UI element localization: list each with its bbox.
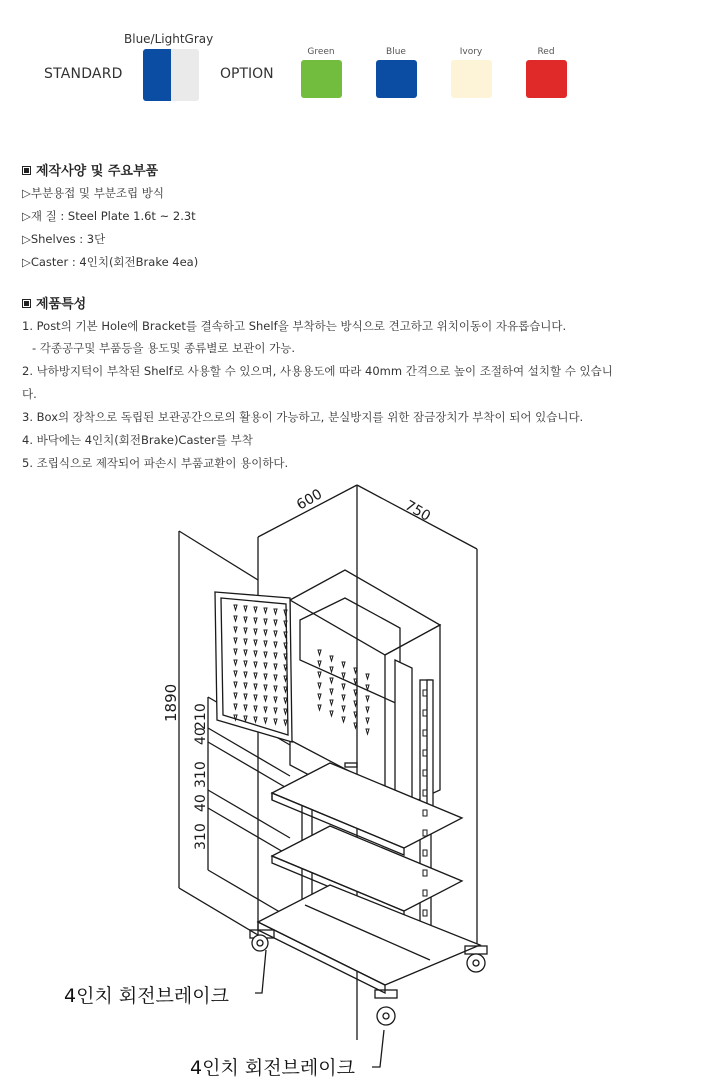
pegboard-hole <box>342 695 345 700</box>
pegboard-hole <box>342 684 345 689</box>
pegboard-hole <box>330 689 333 694</box>
option-swatch-green <box>301 60 342 98</box>
caster-wheel <box>375 990 397 1025</box>
pegboard-hole <box>318 694 321 699</box>
pegboard-hole <box>366 674 369 679</box>
feature-line: 3. Box의 장착으로 독립된 보관공간으로의 활용이 가능하고, 분실방지를 위한 잠금장치가 부착이 되어 있습니다. <box>22 410 584 424</box>
option-swatch-red <box>526 60 567 98</box>
pegboard-hole <box>330 700 333 705</box>
feature-line: 5. 조립식으로 제작되어 파손시 부품교환이 용이하다. <box>22 456 289 470</box>
square-bullet-icon <box>22 299 31 308</box>
spec-item: ▷재 질 : Steel Plate 1.6t ~ 2.3t <box>22 209 196 223</box>
pegboard-hole <box>342 706 345 711</box>
dim-height-label: 1890 <box>162 683 180 722</box>
pegboard-hole <box>342 662 345 667</box>
standard-primary-swatch <box>143 49 171 101</box>
spec-item: ▷Caster : 4인치(회전Brake 4ea) <box>22 255 199 269</box>
dim-40-label: 40 <box>193 794 209 812</box>
spec-title: 제작사양 및 주요부품 <box>36 164 159 179</box>
pegboard-hole <box>318 705 321 710</box>
option-name: Ivory <box>459 47 483 57</box>
standard-color-name: Blue/LightGray <box>124 32 214 46</box>
option-name: Red <box>537 47 555 57</box>
dim-width-label: 600 <box>294 486 326 514</box>
pegboard-hole <box>318 661 321 666</box>
base-frame <box>258 885 480 993</box>
dim-310-label: 310 <box>193 761 209 788</box>
option-name: Green <box>307 47 335 57</box>
cabinet-left-door <box>215 592 292 742</box>
dim-210-label: 210 <box>193 703 209 730</box>
caster-wheel <box>250 930 274 951</box>
feature-line: 4. 바닥에는 4인치(회전Brake)Caster를 부착 <box>22 433 253 447</box>
square-bullet-icon <box>22 166 31 175</box>
pegboard-hole <box>342 673 345 678</box>
option-name: Blue <box>386 47 406 57</box>
spec-item: ▷Shelves : 3단 <box>22 232 106 246</box>
option-swatch-blue <box>376 60 417 98</box>
dim-310-label: 310 <box>193 823 209 850</box>
pegboard-hole <box>330 711 333 716</box>
features-heading <box>22 293 86 312</box>
pegboard-hole <box>342 717 345 722</box>
pegboard-hole <box>366 707 369 712</box>
pegboard-hole <box>318 650 321 655</box>
feature-line: 2. 낙하방지턱이 부착된 Shelf로 사용할 수 있으며, 사용용도에 따라 40mm 간격으로 높이 조절하여 설치할 수 있습니 <box>22 364 613 378</box>
caster-caption-bottom: 4인치 회전브레이크 <box>190 1057 355 1079</box>
pegboard-hole <box>366 718 369 723</box>
spec-item: ▷부분용접 및 부분조립 방식 <box>22 186 165 200</box>
standard-secondary-swatch <box>171 49 199 101</box>
feature-line: - 각종공구및 부품등을 용도및 종류별로 보관이 가능. <box>32 341 296 355</box>
pegboard-hole <box>330 678 333 683</box>
standard-label: STANDARD <box>44 66 123 82</box>
feature-line: 다. <box>22 387 37 401</box>
pegboard-hole <box>330 656 333 661</box>
pegboard-hole <box>366 696 369 701</box>
option-label: OPTION <box>220 66 274 82</box>
features-title: 제품특성 <box>36 297 87 312</box>
dim-40-label: 40 <box>193 727 209 745</box>
feature-line: 1. Post의 기본 Hole에 Bracket를 결속하고 Shelf을 부착하는 방식으로 견고하고 위치이동이 자유롭습니다. <box>22 319 567 333</box>
spec-heading <box>22 160 158 179</box>
option-swatch-ivory <box>451 60 492 98</box>
pegboard-hole <box>330 667 333 672</box>
pegboard-hole <box>318 683 321 688</box>
standard-color-swatch <box>143 49 199 101</box>
pegboard-hole <box>366 729 369 734</box>
caster-caption-left: 4인치 회전브레이크 <box>64 985 229 1007</box>
dim-depth-label: 750 <box>402 497 434 525</box>
pegboard-hole <box>318 672 321 677</box>
